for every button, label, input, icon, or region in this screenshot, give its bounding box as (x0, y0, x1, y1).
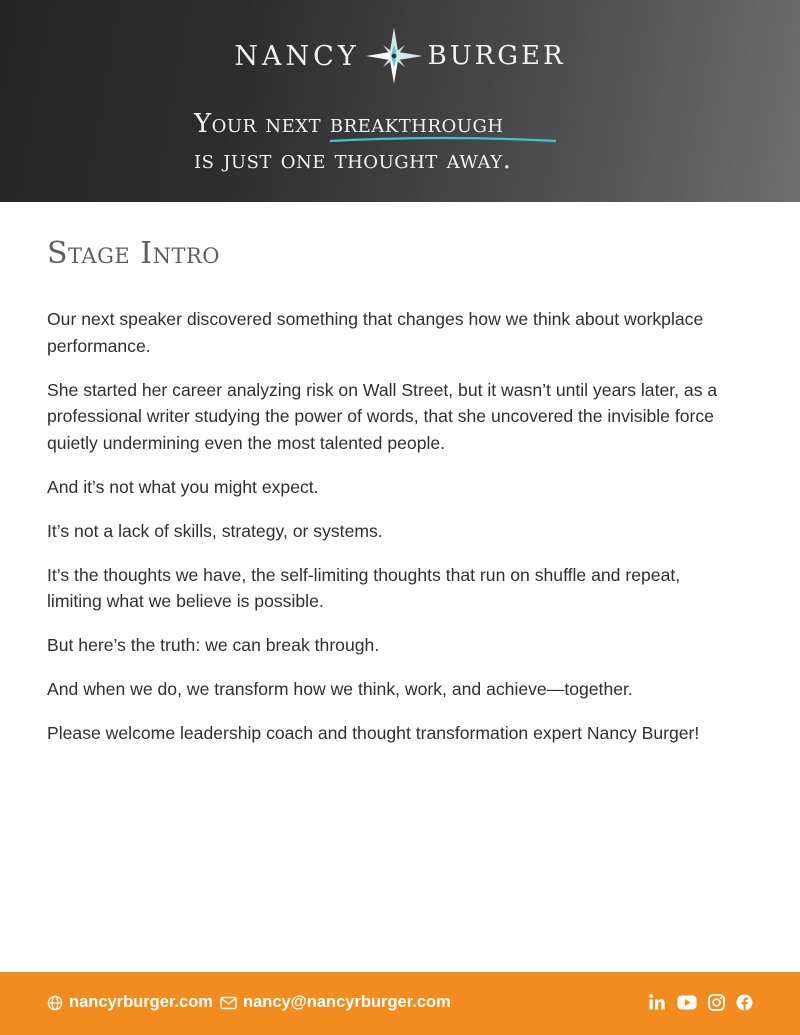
underline-swoosh (328, 136, 558, 146)
social-links (637, 993, 753, 1011)
tagline-highlight (330, 106, 504, 142)
brand-first-name: NANCY (234, 40, 360, 72)
tagline-line-1 (194, 106, 511, 142)
intro-text (47, 306, 737, 764)
youtube-icon[interactable] (677, 995, 697, 1010)
instagram-icon[interactable] (708, 994, 725, 1011)
website-text: nancyrburger.com (69, 993, 213, 1011)
page-header (0, 0, 800, 202)
section-title: Stage Intro (47, 236, 220, 271)
page-footer (0, 972, 800, 1035)
compass-star-icon (364, 26, 424, 86)
email-text: nancy@nancyrburger.com (243, 993, 451, 1011)
paragraph: It’s not a lack of skills, strategy, or systems. (47, 520, 383, 541)
linkedin-icon[interactable] (648, 993, 666, 1011)
website-link[interactable] (47, 993, 213, 1012)
paragraph: But here’s the truth: we can break through. (47, 635, 380, 655)
globe-icon (47, 995, 63, 1011)
paragraph: It’s the thoughts we have, the self-limiting thoughts that run on shuffle and repeat, limiting what we believe is possible. (47, 564, 681, 611)
paragraph: And when we do, we transform how we think, work, and achieve—together. (47, 679, 633, 699)
paragraph: Please welcome leadership coach and thought transformation expert Nancy Burger! (47, 723, 700, 743)
tagline-highlight-text: breakthrough (329, 109, 504, 139)
tagline-part-1: Your next (194, 109, 330, 139)
tagline (194, 106, 511, 178)
brand-logo (0, 26, 800, 86)
paragraph: Our next speaker discovered something that changes how we think about workplace performance. (47, 309, 704, 356)
tagline-line-2: is just one thought away. (194, 145, 512, 175)
facebook-icon[interactable] (736, 994, 753, 1011)
email-link[interactable] (220, 993, 451, 1012)
brand-last-name: BURGER (427, 41, 566, 71)
mail-icon (220, 996, 237, 1010)
paragraph: And it’s not what you might expect. (47, 476, 319, 497)
paragraph: She started her career analyzing risk on Wall Street, but it wasn’t until years later, as a professional writer studying the power of words, that she uncovered the invisible force quietly undermining even the most talented people. (47, 379, 718, 453)
